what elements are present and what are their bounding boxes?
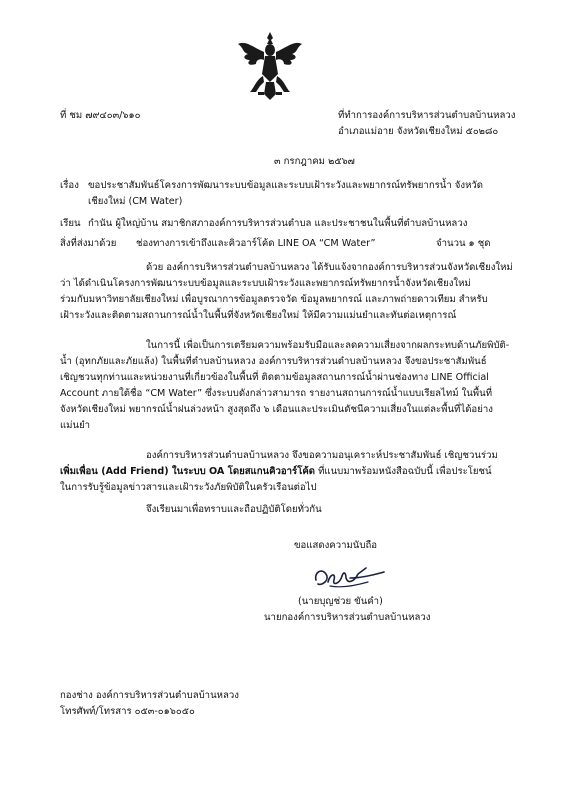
paragraph2-line: แม่นยำ	[60, 420, 91, 431]
garuda-emblem-icon	[236, 30, 304, 102]
salutation-label: เรียน	[60, 218, 81, 229]
closing-request: จึงเรียนมาเพื่อทราบและถือปฏิบัติโดยทั่วกัน	[146, 504, 322, 515]
letter-date: ๓ กรกฎาคม ๒๕๖๗	[274, 156, 355, 167]
paragraph2-line: ในการนี้ เพื่อเป็นการเตรียมความพร้อมรับมือและลดความเสี่ยงจากผลกระทบด้านภัยพิบัติ-	[146, 340, 510, 351]
paragraph1-line: เฝ้าระวังและติดตามสถานการณ์น้ำในพื้นที่จังหวัดเชียงใหม่ ให้มีความแม่นยำและทันต่อเหตุการณ์	[60, 310, 457, 321]
add-friend-emphasis: เพิ่มเพื่อน (Add Friend) ในระบบ OA โดยสแกนคิวอาร์โค้ด	[60, 466, 316, 477]
subject-line1: ขอประชาสัมพันธ์โครงการพัฒนาระบบข้อมูลและระบบเฝ้าระวังและพยากรณ์ทรัพยากรน้ำ จังหวัด	[88, 180, 484, 191]
salutation-recipients: กำนัน ผู้ใหญ่บ้าน สมาชิกสภาองค์การบริหารส่วนตำบล และประชาชนในพื้นที่ตำบลบ้านหลวง	[88, 218, 468, 229]
reference-number: ที่ ชม ๗๙๔๐๓/๖๑๐	[60, 110, 141, 121]
paragraph1-line: ว่า ได้ดำเนินโครงการพัฒนาระบบข้อมูลและระบบเฝ้าระวังและพยากรณ์ทรัพยากรน้ำจังหวัดเชียงใหม่	[60, 278, 471, 289]
paragraph1-line: ร่วมกับมหาวิทยาลัยเชียงใหม่ เพื่อบูรณาการข้อมูลตรวจวัด ข้อมูลพยากรณ์ และภาพถ่ายดาวเทียม สำหรับ	[60, 294, 488, 305]
paragraph2-line: เชิญชวนทุกท่านและหน่วยงานที่เกี่ยวข้องในพื้นที่ ติดตามข้อมูลสถานการณ์น้ำผ่านช่องทาง LINE Official	[60, 372, 489, 383]
paragraph1-line: ด้วย องค์การบริหารส่วนตำบลบ้านหลวง ได้รับแจ้งจากองค์การบริหารส่วนจังหวัดเชียงใหม่	[146, 262, 513, 273]
footer-phone: โทรศัพท์/โทรสาร ๐๕๓-๐๑๖๐๕๐	[60, 706, 195, 717]
subject-label: เรื่อง	[60, 180, 79, 191]
office-address-line2: อำเภอแม่อาย จังหวัดเชียงใหม่ ๕๐๒๘๐	[338, 126, 499, 137]
paragraph3-line1: องค์การบริหารส่วนตำบลบ้านหลวง จึงขอความอนุเคราะห์ประชาสัมพันธ์ เชิญชวนร่วม	[146, 450, 498, 461]
footer-division: กองช่าง องค์การบริหารส่วนตำบลบ้านหลวง	[60, 690, 239, 701]
paragraph3-line3: ในการรับรู้ข้อมูลข่าวสารและเฝ้าระวังภัยพิบัติในครัวเรือนต่อไป	[60, 482, 317, 493]
enclosure-text: ช่องทางการเข้าถึงและคิวอาร์โค้ด LINE OA “CM Water”	[136, 238, 376, 249]
paragraph2-line: Account ภายใต้ชื่อ “CM Water” ซึ่งระบบดังกล่าวสามารถ รายงานสถานการณ์น้ำแบบเรียลไทม์ ในพื้นที่	[60, 388, 493, 399]
paragraph2-line: น้ำ (อุทกภัยและภัยแล้ง) ในพื้นที่ตำบลบ้านหลวง องค์การบริหารส่วนตำบลบ้านหลวง จึงขอประชาสัมพันธ์	[60, 356, 487, 367]
signature-image	[310, 560, 390, 594]
subject-line2: เชียงใหม่ (CM Water)	[88, 196, 183, 207]
paragraph2-line: จังหวัดเชียงใหม่ พยากรณ์น้ำฝนล่วงหน้า สูงสุดถึง ๖ เดือนและประเมินดัชนีความเสี่ยงในแต่ละพื้นที่ได้อย่าง	[60, 404, 493, 415]
signer-title: นายกองค์การบริหารส่วนตำบลบ้านหลวง	[264, 612, 431, 623]
enclosure-label: สิ่งที่ส่งมาด้วย	[60, 238, 117, 249]
signer-name: (นายบุญช่วย ขันคำ)	[298, 596, 383, 607]
complimentary-close: ขอแสดงความนับถือ	[294, 540, 378, 551]
enclosure-quantity: จำนวน ๑ ชุด	[436, 238, 491, 249]
paragraph3-line2	[60, 466, 492, 478]
paragraph3-line2-rest: ที่แนบมาพร้อมหนังสือฉบับนี้ เพื่อประโยชน์	[315, 466, 492, 477]
office-address-line1: ที่ทำการองค์การบริหารส่วนตำบลบ้านหลวง	[338, 110, 516, 121]
